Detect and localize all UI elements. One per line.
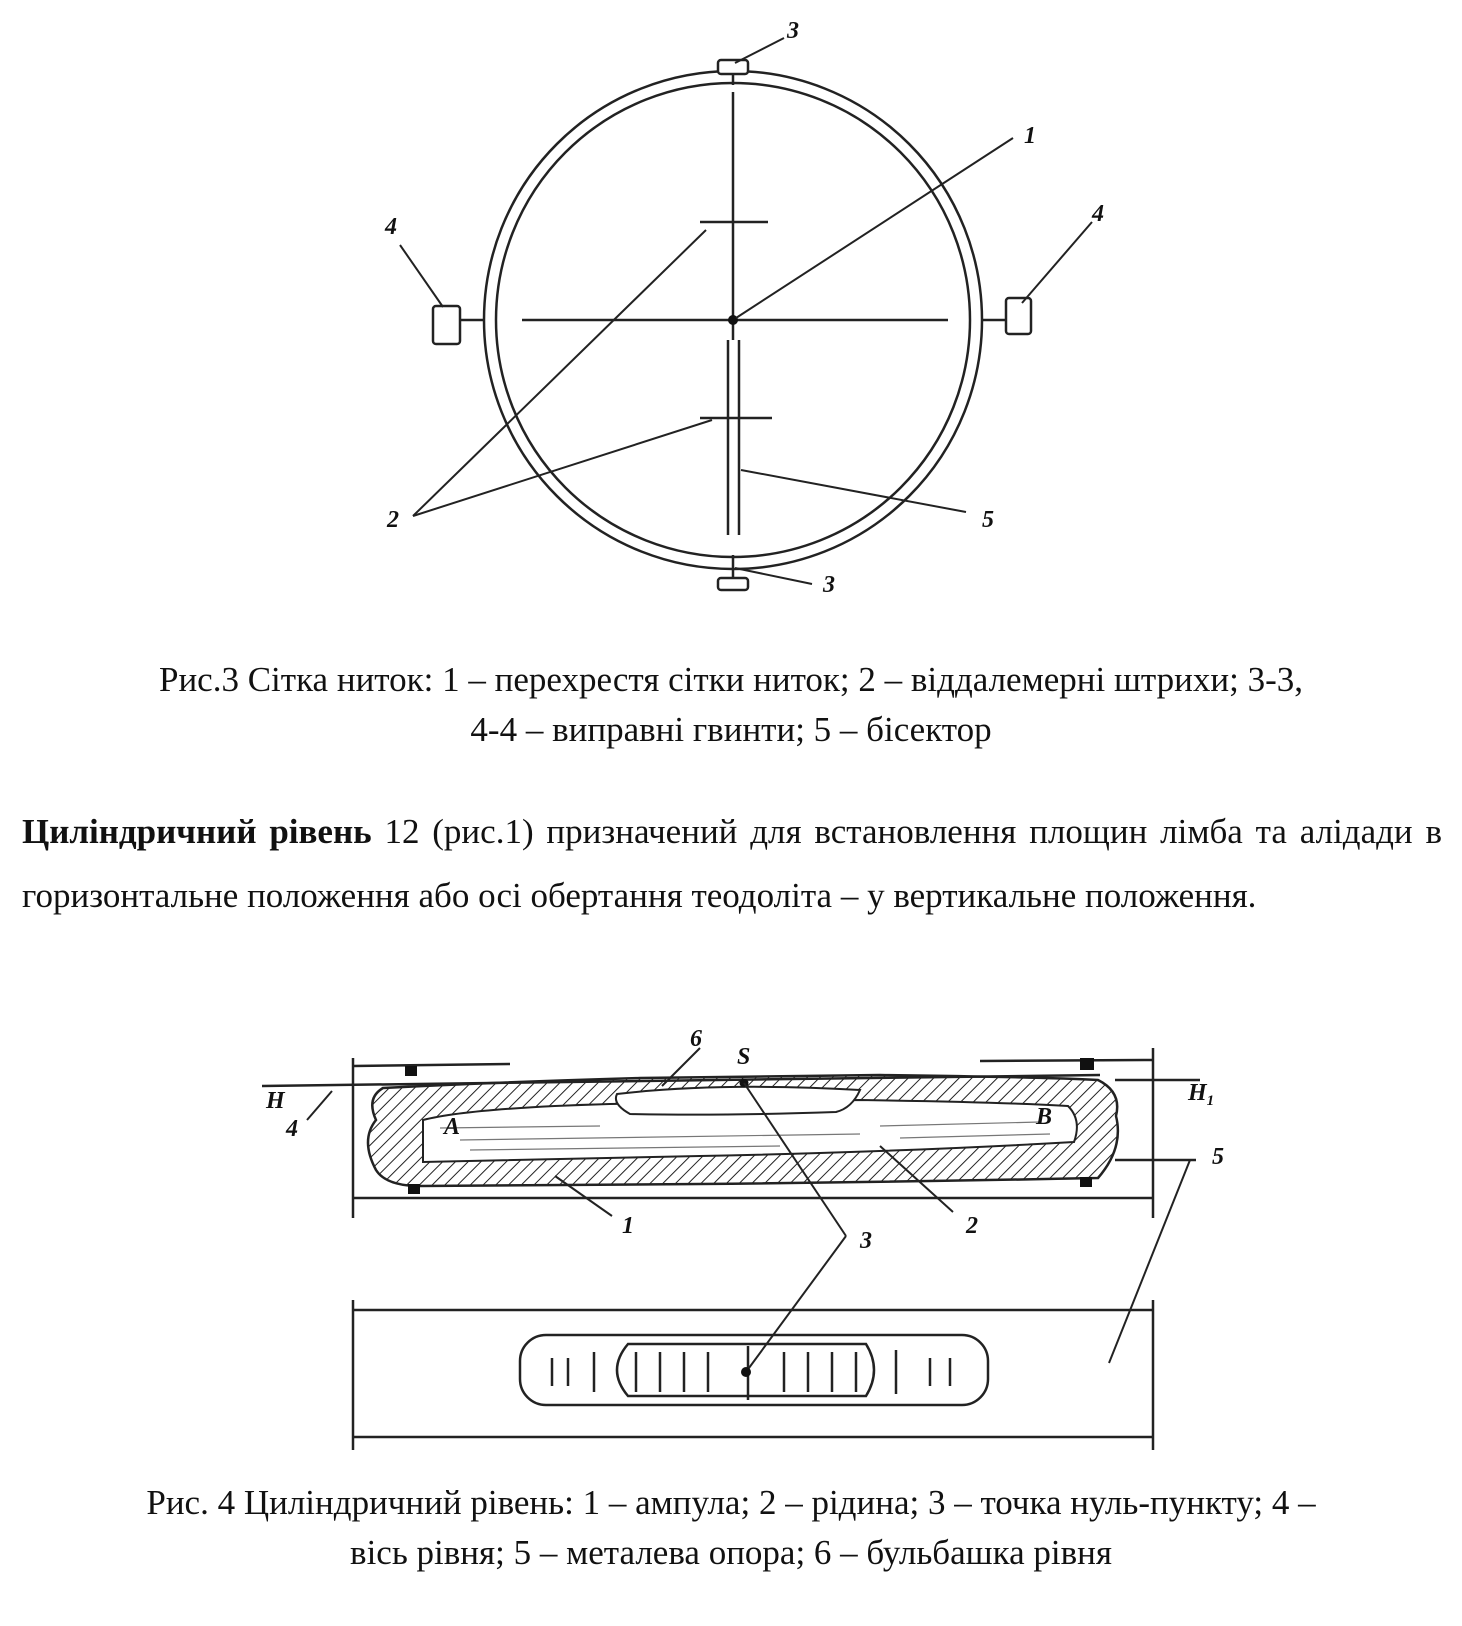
label-screw-right: 4 (1092, 201, 1104, 227)
paragraph-text: 12 (рис.1) призначений для встановлення площин лімба та алідади в горизонтальне положення або осі обертання теодоліта – у вертикальне положення. (22, 812, 1442, 915)
label-crosshair: 1 (1024, 123, 1036, 149)
figure4-caption-line1: Рис. 4 Циліндричний рівень: 1 – ампула; 2 – рідина; 3 – точка нуль-пункту; 4 – (146, 1483, 1316, 1522)
label-liquid: 2 (966, 1213, 978, 1239)
label-axis: 4 (286, 1116, 298, 1142)
label-ampoule: 1 (622, 1213, 634, 1239)
figure4-caption (0, 1478, 1462, 1578)
screw-bottom (718, 578, 748, 590)
vial-outline (520, 1335, 988, 1405)
screw-top (718, 60, 748, 74)
figure3-caption (0, 655, 1462, 755)
paragraph-term: Циліндричний рівень (22, 812, 372, 851)
label-h-right (1187, 1080, 1214, 1109)
label-h-right-main: H (1188, 1080, 1207, 1106)
label-h-right-subscript: 1 (1206, 1093, 1215, 1109)
label-null-point: 3 (860, 1228, 872, 1254)
label-h-left: H (266, 1088, 285, 1114)
label-bisector: 5 (982, 507, 994, 533)
label-support: 5 (1212, 1144, 1224, 1170)
screw-left (433, 306, 460, 344)
figure3-caption-line1: Рис.3 Сітка ниток: 1 – перехрестя сітки ниток; 2 – віддалемерні штрихи; 3-3, (158, 660, 1303, 699)
label-end-b: B (1036, 1104, 1053, 1130)
label-bubble: 6 (690, 1030, 702, 1052)
figure4-caption-line2: вісь рівня; 5 – металева опора; 6 – бульбашка рівня (350, 1533, 1112, 1572)
label-point-s: S (737, 1044, 751, 1070)
label-screw-bottom: 3 (823, 572, 835, 598)
bubble (616, 1087, 860, 1115)
label-end-a: A (444, 1114, 461, 1140)
label-stadia: 2 (387, 507, 399, 533)
screw-right (1006, 298, 1031, 334)
body-paragraph (22, 800, 1442, 928)
reticle-figure (0, 0, 1462, 620)
figure3-caption-line2: 4-4 – виправні гвинти; 5 – бісектор (470, 710, 992, 749)
label-screw-top: 3 (787, 18, 799, 44)
cylindrical-level-figure (0, 1030, 1462, 1460)
label-screw-left: 4 (385, 214, 397, 240)
